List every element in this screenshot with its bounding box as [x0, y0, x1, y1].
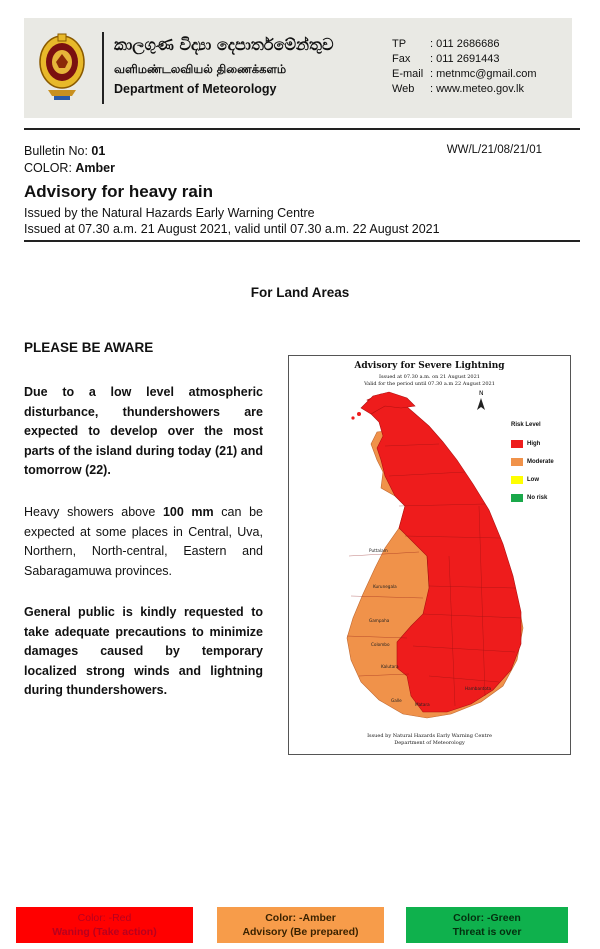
legend-item-moderate [511, 453, 554, 471]
bulletin-color-label: COLOR: [24, 161, 76, 175]
contact-row-email [392, 67, 537, 82]
place-label: Matara [415, 702, 430, 707]
p2-text-a: Heavy showers above [24, 505, 163, 519]
place-label: Gampaha [369, 618, 390, 623]
p2-rainfall-amount: 100 mm [162, 505, 214, 519]
sri-lanka-risk-map [289, 356, 570, 754]
advisory-title: Advisory for heavy rain [24, 182, 213, 201]
legend-swatch [511, 494, 523, 502]
bulletin-number-label: Bulletin No: [24, 144, 92, 158]
contact-value: : 011 2691443 [430, 53, 500, 65]
map-footer-department: Department of Meteorology [394, 740, 465, 746]
legend-label: Moderate [527, 459, 554, 465]
contact-info [392, 37, 537, 97]
contact-value[interactable]: : metnmc@gmail.com [430, 68, 537, 80]
contact-row-web [392, 82, 537, 97]
place-label: Galle [391, 698, 402, 703]
color-box-label: Color: -Green [453, 912, 521, 924]
color-box-amber [217, 907, 384, 943]
bottom-rule [24, 240, 580, 242]
color-box-label: Color: -Red [77, 912, 132, 924]
letterhead [24, 18, 572, 118]
north-label: N [479, 390, 484, 397]
color-box-meaning: Threat is over [452, 926, 522, 938]
color-box-green [406, 907, 568, 943]
contact-value: : 011 2686686 [430, 38, 500, 50]
contact-key: E-mail [392, 68, 424, 80]
bulletin-number-value: 01 [91, 144, 106, 158]
legend-swatch [511, 458, 523, 466]
paragraph-heavy-showers [24, 503, 263, 581]
bulletin-info [24, 143, 115, 177]
color-box-meaning: Advisory (Be prepared) [242, 926, 359, 938]
org-name-sinhala: කාලගුණ විද්‍යා දෙපාර්තමේන්තුව [114, 35, 334, 54]
place-label: Colombo [371, 642, 390, 647]
aware-heading: PLEASE BE AWARE [24, 340, 154, 355]
color-box-meaning: Waning (Take action) [52, 926, 157, 938]
contact-key: Web [392, 83, 415, 95]
color-box-label: Color: -Amber [265, 912, 336, 924]
legend-item-no-risk [511, 489, 554, 507]
contact-row-tp [392, 37, 537, 52]
section-title: For Land Areas [250, 285, 350, 300]
org-name-tamil: வளிமண்டலவியல் திணைக்களம் [114, 62, 287, 76]
legend-title: Risk Level [511, 422, 541, 428]
bulletin-reference: WW/L/21/08/21/01 [446, 144, 542, 156]
bulletin-number [24, 143, 115, 160]
bulletin-color [24, 160, 115, 177]
issued-by: Issued by the Natural Hazards Early Warning Centre [24, 206, 315, 220]
header-divider [102, 32, 104, 104]
place-label: Kurunegala [373, 584, 397, 589]
legend-label: Low [527, 477, 539, 483]
issued-at: Issued at 07.30 a.m. 21 August 2021, valid until 07.30 a.m. 22 August 2021 [24, 222, 440, 236]
legend-label: High [527, 441, 541, 447]
color-box-red [16, 907, 193, 943]
contact-key: TP [392, 38, 407, 50]
place-label: Hambantota [465, 686, 492, 691]
map-subtitle-issued: Issued at 07.30 a.m. on 21 August 2021 [379, 374, 480, 380]
map-title: Advisory for Severe Lightning [354, 361, 505, 371]
north-arrow-icon [477, 390, 485, 410]
top-rule [24, 128, 580, 130]
bulletin-color-value: Amber [75, 161, 115, 175]
national-emblem-icon [38, 32, 86, 102]
map-legend [511, 422, 554, 507]
legend-swatch [511, 440, 523, 448]
contact-key: Fax [392, 53, 411, 65]
paragraph-disturbance: Due to a low level atmospheric disturbance, thundershowers are expected to develop over the most parts of the island during today (21) and tomorrow (22). [24, 385, 263, 477]
contact-row-fax [392, 52, 537, 67]
legend-item-high [511, 435, 554, 453]
place-label: Puttalam [369, 548, 388, 553]
org-name-english: Department of Meteorology [114, 82, 277, 96]
lightning-advisory-map [288, 355, 571, 755]
advisory-issue-info [24, 205, 440, 237]
contact-value[interactable]: : www.meteo.gov.lk [430, 83, 524, 95]
place-label: Kalutara [381, 664, 399, 669]
legend-label: No risk [527, 495, 548, 501]
map-footer-issuer: Issued by Natural Hazards Early Warning Centre [367, 733, 492, 739]
legend-item-low [511, 471, 554, 489]
map-subtitle-valid: Valid for the period until 07.30 a.m 22 August 2021 [364, 381, 495, 387]
legend-swatch [511, 476, 523, 484]
p2-text-c: can be expected at some places in Central, Uva, Northern, North-central, Eastern and Sabaragamuwa provinces. [24, 505, 263, 578]
paragraph-precautions: General public is kindly requested to take adequate precautions to minimize damages caused by temporary localized strong winds and lightning during thundershowers. [24, 605, 263, 697]
